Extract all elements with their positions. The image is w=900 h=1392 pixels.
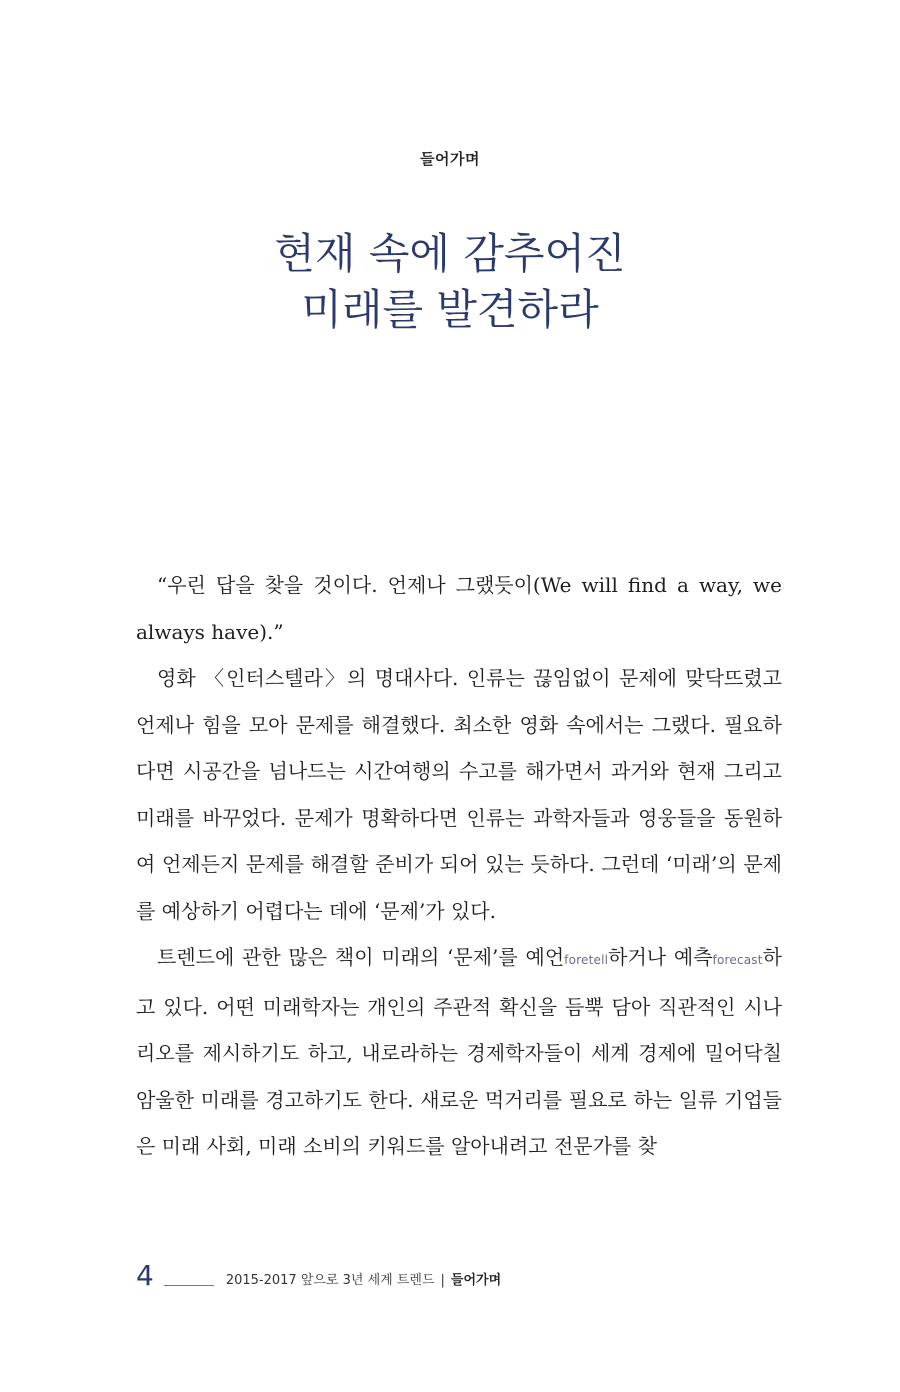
footer-rule bbox=[164, 1285, 214, 1286]
paragraph-3-part-2: 하거나 예측 bbox=[608, 945, 713, 969]
chapter-title-line-1: 현재 속에 감추어진 bbox=[274, 229, 626, 278]
gloss-foretell: foretell bbox=[564, 953, 609, 967]
footer-separator: | bbox=[440, 1273, 445, 1288]
footer-section-name: 들어가며 bbox=[450, 1273, 502, 1288]
chapter-title bbox=[0, 226, 900, 338]
gloss-forecast: forecast bbox=[712, 953, 763, 967]
page-footer bbox=[136, 1256, 501, 1290]
paragraph-3-part-3: 하고 있다. 어떤 미래학자는 개인의 주관적 확신을 듬뿍 담아 직관적인 시나리오를 제시하기도 하고, 내로라하는 경제학자들이 세계 경제에 밀어닥칠 암울한 미래를 경고하기도 한다. 새로운 먹거리를 필요로 하는 일류 기업들은 미래 사회, 미래 소비의 키워드를 알아내려고 전문가를 찾 bbox=[136, 945, 782, 1158]
body-text bbox=[136, 562, 782, 1170]
chapter-title-line-2: 미래를 발견하라 bbox=[301, 285, 599, 334]
paragraph-3-part-1: 트렌드에 관한 많은 책이 미래의 ‘문제’를 예언 bbox=[157, 945, 565, 969]
paragraph-quote: “우린 답을 찾을 것이다. 언제나 그랬듯이(We will find a way, we always have).” bbox=[136, 573, 782, 644]
footer-book-title: 2015-2017 앞으로 3년 세계 트렌드 bbox=[225, 1273, 435, 1288]
section-label: 들어가며 bbox=[420, 150, 480, 168]
page-number: 4 bbox=[136, 1259, 154, 1292]
paragraph-2: 영화 〈인터스텔라〉의 명대사다. 인류는 끊임없이 문제에 맞닥뜨렸고 언제나 힘을 모아 문제를 해결했다. 최소한 영화 속에서는 그랬다. 필요하다면 시공간을 넘나드는 시간여행의 수고를 해가면서 과거와 현재 그리고 미래를 바꾸었다. 문제가 명확하다면 인류는 과학자들과 영웅들을 동원하여 언제든지 문제를 해결할 준비가 되어 있는 듯하다. 그런데 ‘미래’의 문제를 예상하기 어렵다는 데에 ‘문제’가 있다. bbox=[136, 666, 782, 923]
paragraph-3 bbox=[136, 934, 782, 1170]
